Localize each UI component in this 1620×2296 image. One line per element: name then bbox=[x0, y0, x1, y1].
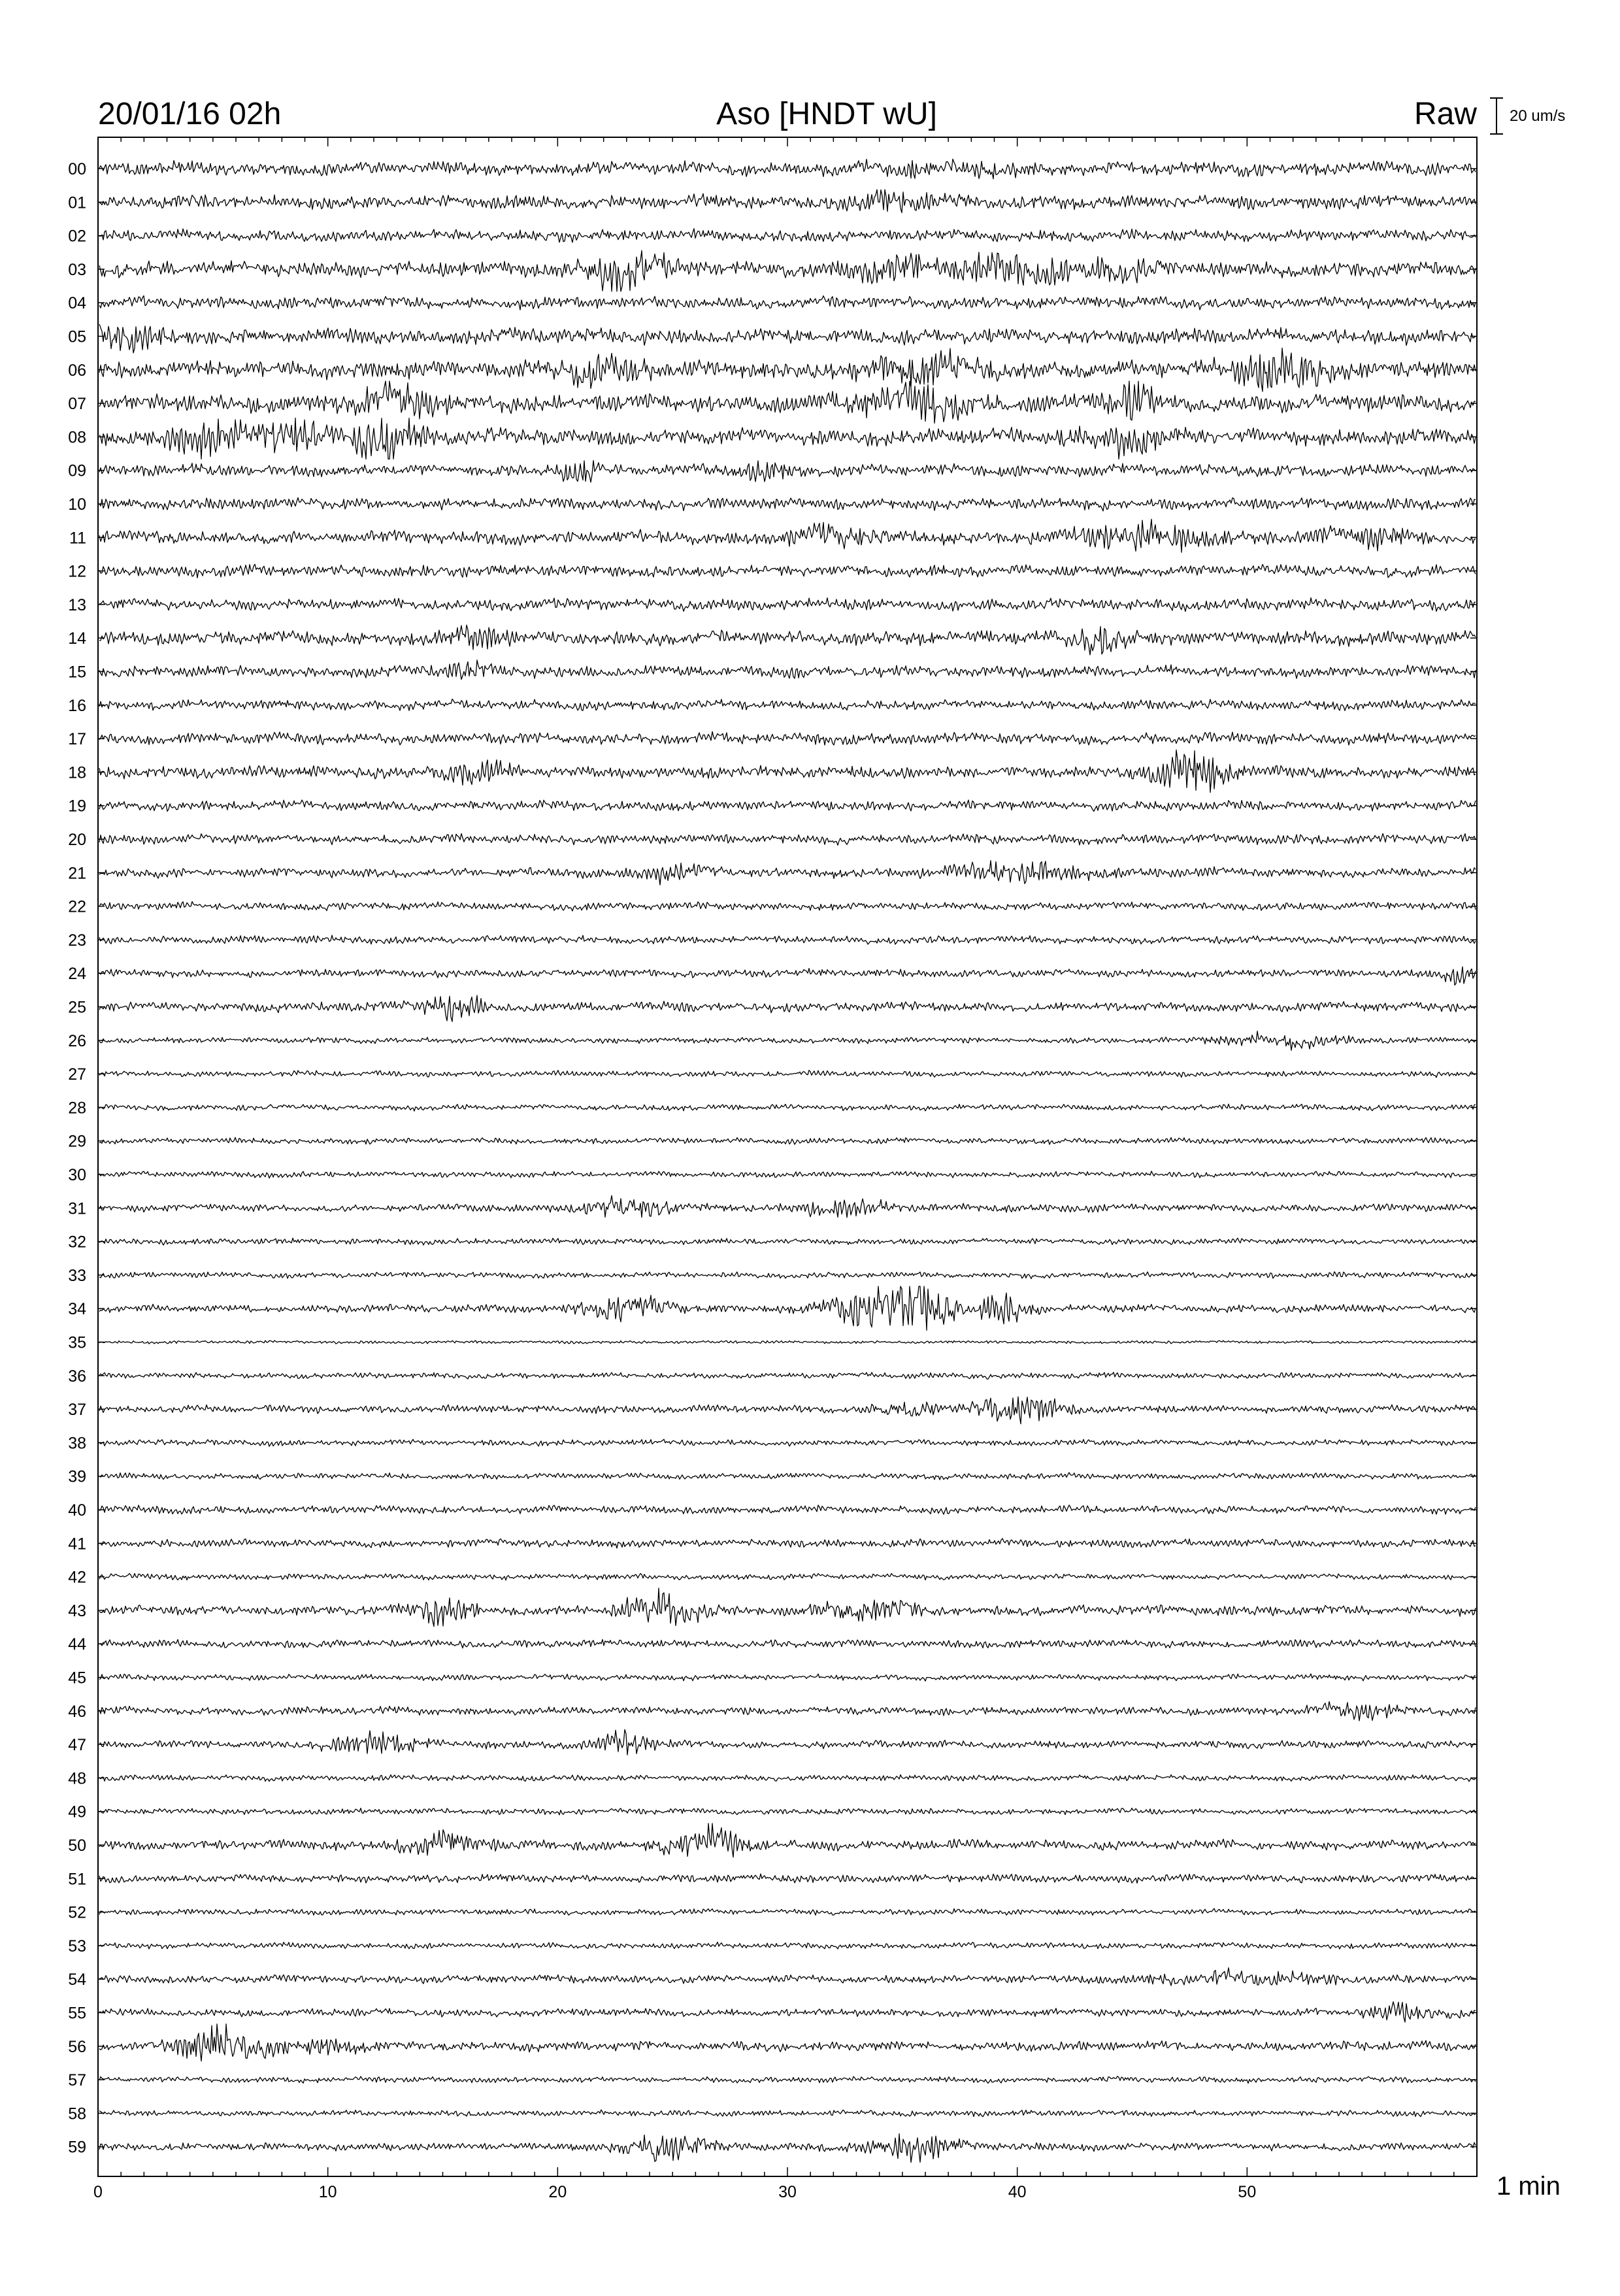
row-label: 52 bbox=[68, 1903, 86, 1922]
row-label: 15 bbox=[68, 663, 86, 682]
row-label: 11 bbox=[69, 529, 86, 548]
x-tick-label: 40 bbox=[1008, 2183, 1027, 2201]
row-label: 09 bbox=[68, 461, 86, 480]
row-label: 25 bbox=[68, 998, 86, 1017]
station-title: Aso [HNDT wU] bbox=[716, 97, 937, 131]
row-label: 36 bbox=[68, 1367, 86, 1386]
row-label: 18 bbox=[68, 763, 86, 782]
row-label: 40 bbox=[68, 1501, 86, 1520]
row-label: 20 bbox=[68, 831, 86, 849]
row-label: 07 bbox=[68, 395, 86, 414]
x-tick-label: 0 bbox=[93, 2183, 103, 2201]
row-label: 30 bbox=[68, 1166, 86, 1184]
row-label: 02 bbox=[68, 227, 86, 246]
row-label: 00 bbox=[68, 160, 86, 178]
x-tick-label: 50 bbox=[1238, 2183, 1257, 2201]
row-label: 06 bbox=[68, 361, 86, 380]
mode-label: Raw bbox=[1413, 97, 1477, 131]
row-label: 08 bbox=[68, 428, 86, 447]
row-label: 55 bbox=[68, 2004, 86, 2023]
row-label: 45 bbox=[68, 1669, 86, 1688]
row-label: 17 bbox=[68, 730, 86, 749]
row-label: 46 bbox=[68, 1702, 86, 1721]
row-label: 39 bbox=[68, 1467, 86, 1486]
row-label: 53 bbox=[68, 1937, 86, 1955]
row-label: 38 bbox=[68, 1434, 86, 1453]
row-label: 01 bbox=[68, 193, 86, 212]
row-label: 21 bbox=[68, 864, 86, 883]
row-label: 19 bbox=[68, 797, 86, 816]
row-label: 29 bbox=[68, 1132, 86, 1151]
row-label: 49 bbox=[68, 1803, 86, 1822]
row-label: 10 bbox=[68, 495, 86, 514]
row-label: 54 bbox=[68, 1971, 86, 1989]
row-label: 23 bbox=[68, 931, 86, 950]
row-label: 43 bbox=[68, 1601, 86, 1620]
row-label: 56 bbox=[68, 2037, 86, 2056]
row-label: 26 bbox=[68, 1031, 86, 1050]
row-label: 12 bbox=[68, 562, 86, 581]
row-label: 16 bbox=[68, 696, 86, 715]
row-label: 31 bbox=[68, 1199, 86, 1218]
scale-label: 20 um/s bbox=[1510, 107, 1566, 125]
row-label: 51 bbox=[68, 1870, 86, 1889]
row-label: 44 bbox=[68, 1635, 86, 1654]
row-label: 32 bbox=[68, 1233, 86, 1252]
row-label: 24 bbox=[68, 965, 86, 984]
datetime-label: 20/01/16 02h bbox=[98, 97, 282, 131]
row-label: 34 bbox=[68, 1300, 86, 1319]
row-label: 42 bbox=[68, 1568, 86, 1587]
x-tick-label: 20 bbox=[548, 2183, 567, 2201]
row-label: 58 bbox=[68, 2105, 86, 2123]
row-label: 37 bbox=[68, 1401, 86, 1420]
row-label: 28 bbox=[68, 1099, 86, 1118]
row-label: 04 bbox=[68, 294, 86, 313]
row-label: 57 bbox=[68, 2071, 86, 2090]
row-label: 27 bbox=[68, 1065, 86, 1084]
x-tick-label: 10 bbox=[318, 2183, 337, 2201]
row-label: 22 bbox=[68, 897, 86, 916]
row-label: 50 bbox=[68, 1837, 86, 1855]
row-label: 41 bbox=[68, 1535, 86, 1554]
x-tick-label: 30 bbox=[778, 2183, 797, 2201]
row-label: 35 bbox=[68, 1333, 86, 1352]
row-label: 14 bbox=[68, 629, 86, 648]
x-unit-label: 1 min bbox=[1496, 2172, 1561, 2201]
row-label: 59 bbox=[68, 2138, 86, 2157]
row-label: 47 bbox=[68, 1736, 86, 1755]
row-label: 48 bbox=[68, 1769, 86, 1788]
row-label: 33 bbox=[68, 1266, 86, 1285]
row-label: 03 bbox=[68, 260, 86, 279]
row-label: 13 bbox=[68, 595, 86, 614]
row-label: 05 bbox=[68, 327, 86, 346]
